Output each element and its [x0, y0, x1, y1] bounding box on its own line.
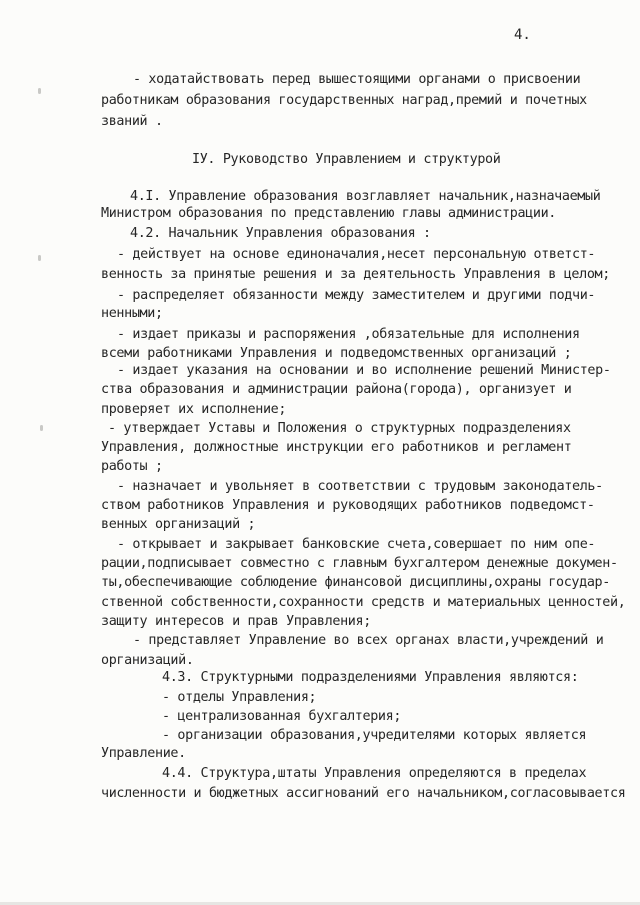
text-line: - представляет Управление во всех органах власти,учреждений и	[133, 633, 604, 648]
text-line: - действует на основе единоначалия,несет персональную ответст-	[117, 247, 596, 262]
text-line: численности и бюджетных ассигнований его начальником,согласовывается	[101, 786, 626, 801]
text-line: - централизованная бухгалтерия;	[162, 709, 402, 724]
text-line: - издает указания на основании и во исполнение решений Министер-	[117, 363, 611, 378]
text-line: ты,обеспечивающие соблюдение финансовой дисциплины,охраны государ-	[101, 575, 610, 590]
text-line: рации,подписывает совместно с главным бухгалтером денежные докумен-	[101, 556, 618, 571]
text-line: защиту интересов и прав Управления;	[101, 614, 371, 629]
text-line: - утверждает Уставы и Положения о структурных подразделениях	[108, 421, 571, 436]
text-line: 4.4. Структура,штаты Управления определяются в пределах	[162, 766, 587, 781]
text-line: - издает приказы и распоряжения ,обязательные для исполнения	[117, 327, 580, 342]
text-line: венность за принятые решения и за деятельность Управления в целом;	[101, 267, 610, 282]
text-line: 4.3. Структурными подразделениями Управления являются:	[162, 670, 579, 685]
text-line: 4.I. Управление образования возглавляет начальник,назначаемый	[130, 189, 601, 204]
text-line: организаций.	[101, 653, 194, 668]
text-line: - распределяет обязанности между заместителем и другими подчи-	[117, 288, 596, 303]
section-heading: IУ. Руководство Управлением и структурой	[192, 152, 501, 167]
text-line: венных организаций ;	[101, 517, 256, 532]
text-line: Управления, должностные инструкции его работников и регламент	[101, 440, 572, 455]
punch-mark	[40, 425, 43, 431]
text-line: - ходатайствовать перед вышестоящими органами о присвоении	[133, 72, 581, 87]
text-line: Управление.	[101, 746, 186, 761]
page-number: 4.	[514, 27, 531, 43]
text-line: проверяет их исполнение;	[101, 402, 287, 417]
text-line: ством работников Управления и руководящих работников подведомст-	[101, 498, 595, 513]
punch-mark	[38, 88, 41, 94]
text-line: - организации образования,учредителями которых является	[162, 728, 587, 743]
text-line: работникам образования государственных наград,премий и почетных	[101, 93, 587, 108]
text-line: 4.2. Начальник Управления образования :	[130, 226, 431, 241]
text-line: ственной собственности,сохранности средств и материальных ценностей,	[101, 595, 626, 610]
text-line: работы ;	[101, 459, 163, 474]
text-line: - назначает и увольняет в соответствии с трудовым законодатель-	[117, 479, 603, 494]
text-line: Министром образования по представлению главы администрации.	[101, 206, 556, 221]
text-line: - открывает и закрывает банковские счета,совершает по ним опе-	[117, 537, 596, 552]
punch-mark	[38, 255, 41, 261]
text-line: званий .	[101, 114, 163, 129]
text-line: ненными;	[101, 306, 163, 321]
text-line: - отделы Управления;	[162, 690, 317, 705]
text-line: ства образования и администрации района(города), организует и	[101, 382, 572, 397]
text-line: всеми работниками Управления и подведомственных организаций ;	[101, 346, 572, 361]
